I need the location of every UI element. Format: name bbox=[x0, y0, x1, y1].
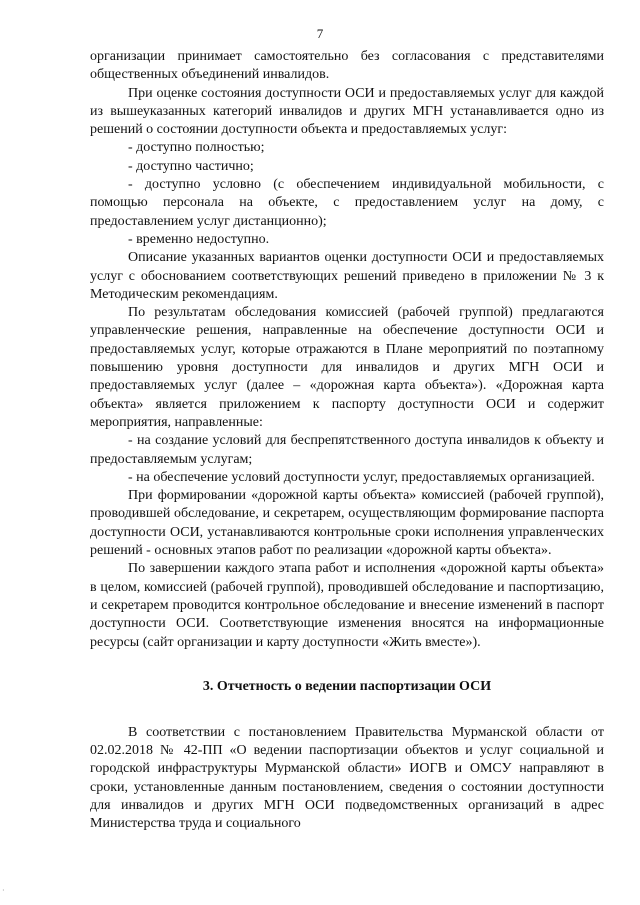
paragraph-stage-completion: По завершении каждого этапа работ и исполнения «дорожной карты объекта» в целом, комиссией (рабочей группой), проводившей обследование и паспортизацию, и секретарем проводится контрольное обследование и внесение изменений в паспорт доступности ОСИ. Соответствующие изменения вносятся на информационные ресурсы (сайт организации и карту доступности «Жить вместе»). bbox=[90, 561, 604, 650]
list-item: - на создание условий для беспрепятственного доступа инвалидов к объекту и предоставляемым услугам; bbox=[90, 433, 604, 467]
accessibility-status-list bbox=[90, 139, 604, 249]
list-item: - временно недоступно. bbox=[128, 231, 270, 247]
paragraph-assessment-decisions: При оценке состояния доступности ОСИ и предоставляемых услуг для каждой из вышеуказанных категорий инвалидов и других МГН устанавливается одно из решений о состоянии доступности объекта и предоставляемых услуг: bbox=[90, 85, 604, 138]
paragraph-roadmap-formation: При формировании «дорожной карты объекта» комиссией (рабочей группой), проводившей обследование, и секретарем, осуществляющим формирование паспорта доступности ОСИ, устанавливаются контрольные сроки исполнения управленческих решений - основных этапов работ по реализации «дорожной карты объекта». bbox=[90, 488, 604, 559]
paragraph-continuation: организации принимает самостоятельно без согласования с представителями общественных объединений инвалидов. bbox=[90, 49, 604, 83]
list-item: - доступно полностью; bbox=[128, 140, 265, 156]
list-item: - доступно частично; bbox=[128, 158, 254, 174]
paragraph-description-reference: Описание указанных вариантов оценки доступности ОСИ и предоставляемых услуг с обоснованием соответствующих решений приведено в приложении № 3 к Методическим рекомендациям. bbox=[90, 250, 604, 302]
scan-mark: · bbox=[2, 886, 5, 895]
section-heading: 3. Отчетность о ведении паспортизации ОСИ bbox=[202, 678, 492, 694]
list-item: - доступно условно (с обеспечением индивидуальной мобильности, с помощью персонала на объекте, с предоставлением услуг на дому, с предоставлением услуг дистанционно); bbox=[90, 177, 604, 229]
page-number: 7 bbox=[316, 26, 324, 41]
list-item: - на обеспечение условий доступности услуг, предоставляемых организацией. bbox=[128, 469, 595, 485]
paragraph-management-decisions: По результатам обследования комиссией (рабочей группой) предлагаются управленческие решения, направленные на обеспечение доступности ОСИ и предоставляемых услуг, которые отражаются в Плане мероприятий по поэтапному повышению уровня доступности для инвалидов и других МГН ОСИ и предоставляемых услуг (далее – «дорожная карта объекта»). «Дорожная карта объекта» является приложением к паспорту доступности ОСИ и содержит мероприятия, направленные: bbox=[90, 305, 604, 430]
document-body bbox=[90, 48, 604, 834]
roadmap-measures-list bbox=[90, 432, 604, 487]
paragraph-reporting: В соответствии с постановлением Правительства Мурманской области от 02.02.2018 № 42-ПП «О ведении паспортизации объектов и услуг социальной и городской инфраструктуры Мурманской области» ИОГВ и ОМСУ направляют в сроки, установленные данным постановлением, сведения о состоянии доступности для инвалидов и других МГН ОСИ подведомственных организаций в адрес Министерства труда и социального bbox=[90, 724, 604, 832]
